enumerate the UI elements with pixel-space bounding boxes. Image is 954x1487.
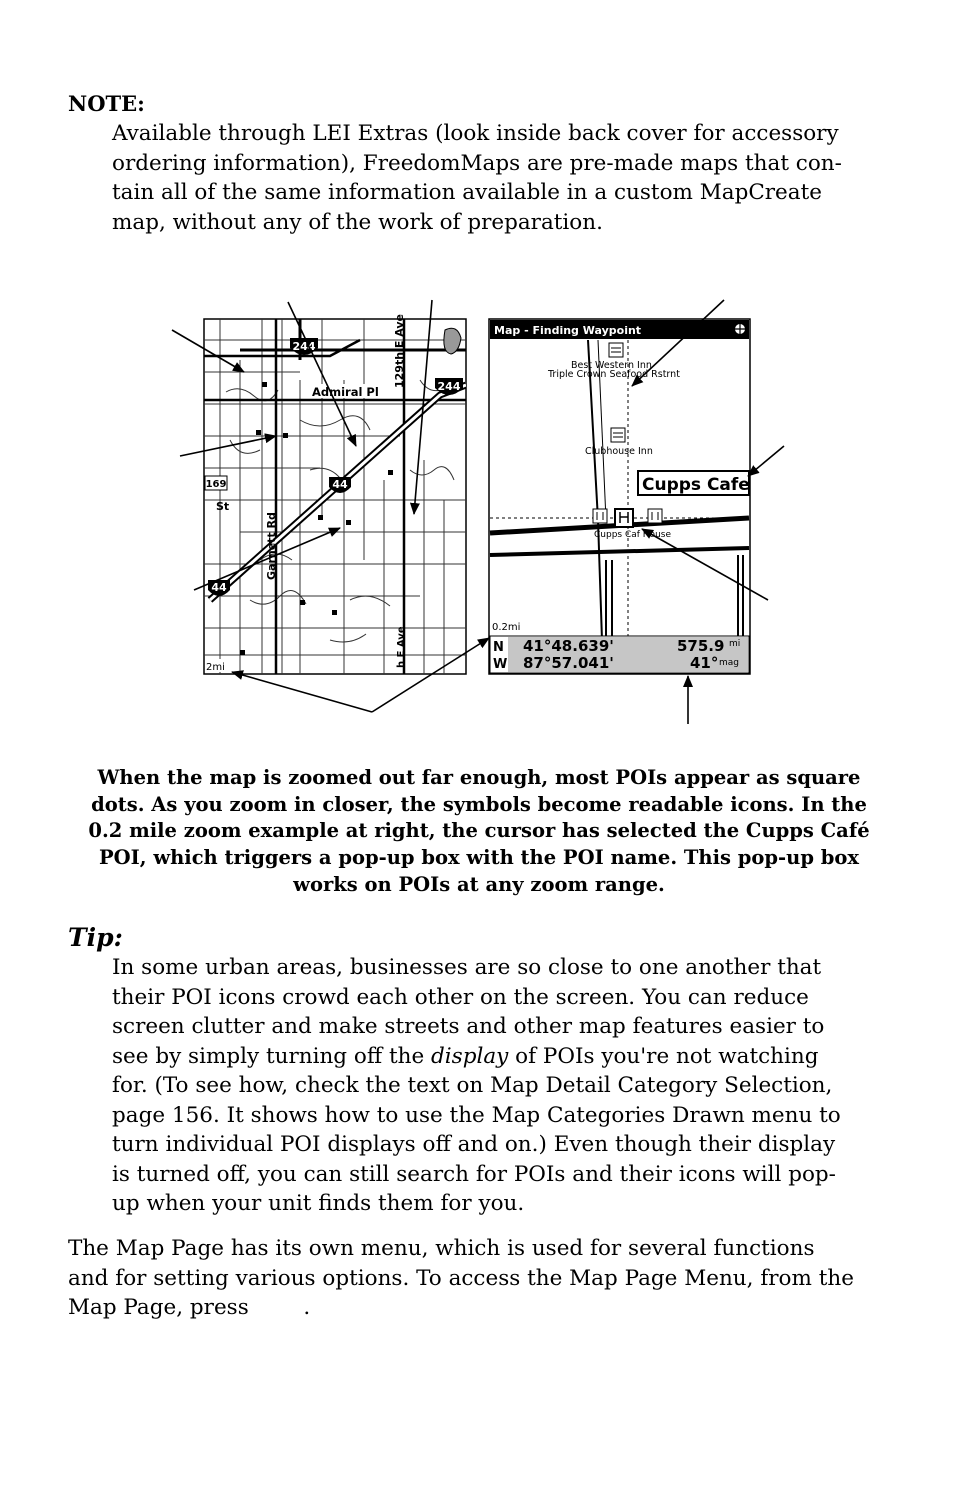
- caption-line: 0.2 mile zoom example at right, the cursor has selected the Cupps Café: [88, 819, 870, 843]
- shield-244: 244: [437, 380, 461, 393]
- label-triple-crown: Triple Crown Seafood Rstrnt: [548, 369, 680, 380]
- caption-line: dots. As you zoom in closer, the symbols become readable icons. In the: [91, 792, 867, 816]
- tip-line: turn individual POI displays off and on.) Even though their display: [112, 1132, 836, 1157]
- label-garnett-rd: Garnett Rd: [265, 512, 278, 580]
- poi-popup: [638, 471, 750, 495]
- distance-value: 575.9: [677, 637, 725, 655]
- label-best-western: Best Western Inn: [571, 360, 652, 371]
- note-line: tain all of the same information available in a custom MapCreate: [112, 180, 822, 205]
- scale-label: 0.2mi: [492, 622, 521, 633]
- bearing-unit: mag: [719, 658, 739, 668]
- menu-line: Map Page, press .: [68, 1295, 311, 1320]
- label-clubhouse-inn: Clubhouse Inn: [585, 446, 653, 457]
- display-emphasis: display: [431, 1043, 509, 1069]
- label-admiral-pl: Admiral Pl: [312, 385, 379, 399]
- map-menu-paragraph: [68, 1234, 887, 1323]
- w-letter: W: [493, 657, 508, 672]
- shield-169: 169: [205, 479, 227, 490]
- tip-line: for. (To see how, check the text on Map Detail Category Selection,: [112, 1073, 833, 1098]
- tip-heading: Tip:: [68, 923, 123, 952]
- tip-line: up when your unit finds them for you.: [112, 1191, 525, 1216]
- tip-line: [112, 1042, 887, 1072]
- longitude: 87°57.041': [523, 654, 614, 672]
- note-line: Available through LEI Extras (look inside back cover for accessory: [112, 121, 839, 146]
- tip-line: their POI icons crowd each other on the screen. You can reduce: [112, 984, 809, 1010]
- shield-244: 244: [292, 340, 316, 353]
- note-line: ordering information), FreedomMaps are pre-made maps that con-: [112, 150, 842, 176]
- hotel-icon: [609, 343, 623, 357]
- label-129th-e-ave: 129th E Ave: [393, 314, 406, 388]
- tip-line: screen clutter and make streets and other map features easier to: [112, 1014, 825, 1039]
- hotel-icon: [611, 428, 625, 442]
- label-cupps-house: Cupps Caf House: [594, 530, 671, 540]
- note-line: map, without any of the work of preparation.: [112, 209, 603, 235]
- map-title: Map - Finding Waypoint: [494, 324, 642, 337]
- restaurant-icon: [648, 509, 662, 523]
- n-letter: N: [493, 640, 504, 655]
- shield-44: 44: [332, 478, 348, 491]
- bearing-value: 41°: [690, 654, 719, 672]
- latitude: 41°48.639': [523, 637, 614, 655]
- scale-label: 2mi: [206, 662, 225, 673]
- figure-caption: [64, 765, 894, 899]
- tip-line: is turned off, you can still search for POIs and their icons will pop-: [112, 1161, 836, 1187]
- status-bar: [490, 636, 749, 673]
- label-st: St: [216, 500, 230, 513]
- tip-line: In some urban areas, businesses are so close to one another that: [112, 955, 822, 980]
- caption-line: POI, which triggers a pop-up box with the POI name. This pop-up box: [98, 846, 860, 870]
- distance-unit: mi: [729, 639, 741, 649]
- caption-line: When the map is zoomed out far enough, most POIs appear as square: [97, 766, 861, 789]
- tip-line: page 156. It shows how to use the Map Categories Drawn menu to: [112, 1102, 841, 1128]
- tip-text: of POIs you're not watching: [508, 1043, 819, 1069]
- note-heading: NOTE:: [68, 91, 145, 116]
- label-e-ave: h E Ave: [396, 626, 407, 668]
- right-map: [489, 319, 750, 674]
- tip-body: [112, 953, 887, 1219]
- tip-text: see by simply turning off the: [112, 1043, 432, 1069]
- menu-line: and for setting various options. To access the Map Page Menu, from the: [68, 1265, 854, 1291]
- shield-44: 44: [211, 581, 227, 594]
- restaurant-icon: [593, 509, 607, 523]
- popup-label: Cupps Cafe: [642, 475, 750, 495]
- caption-line: works on POIs at any zoom range.: [293, 872, 665, 896]
- restaurant-icon: [615, 509, 633, 527]
- menu-line: The Map Page has its own menu, which is used for several functions: [68, 1236, 815, 1261]
